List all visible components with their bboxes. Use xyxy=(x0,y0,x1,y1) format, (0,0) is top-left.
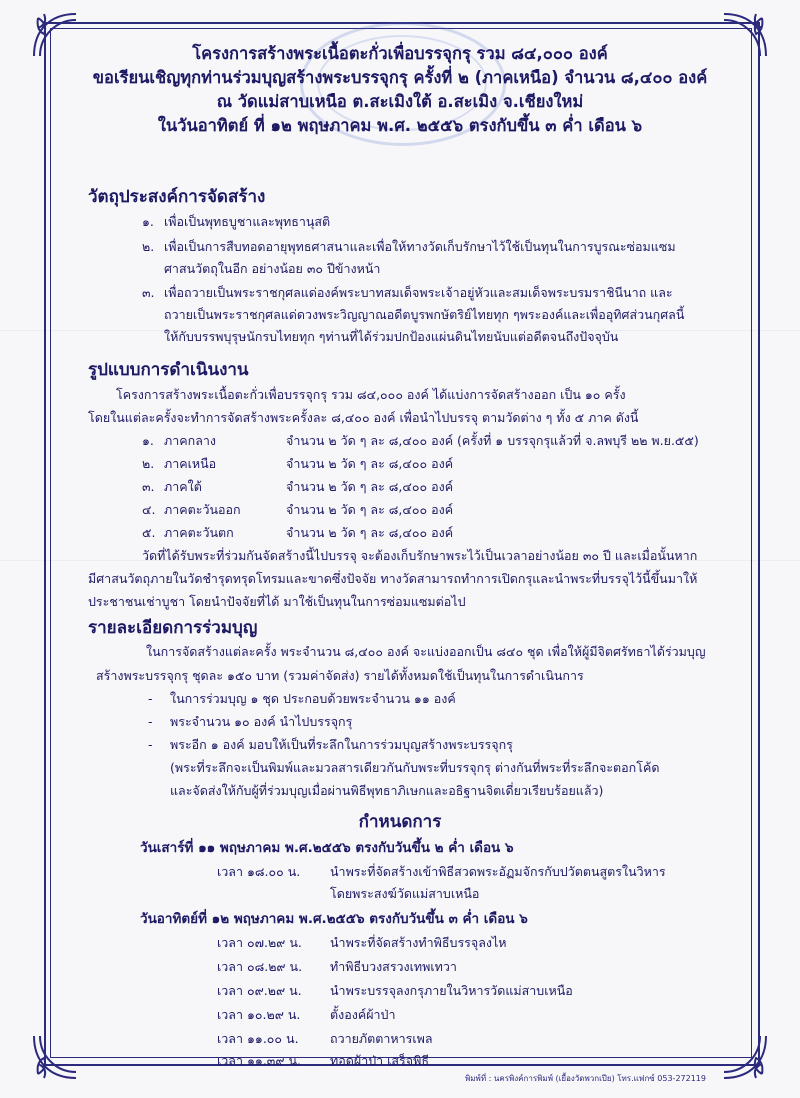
schedule-time: เวลา ๑๘.๐๐ น. xyxy=(217,864,301,879)
objective-item-cont: ให้กับบรรพบุรุษนักรบไทยทุก ๆท่านที่ได้ร่วมปกป้องแผ่นดินไทยนับแต่อดีตจนถึงปัจจุบัน xyxy=(164,329,619,344)
schedule-title: กำหนดการ xyxy=(358,812,442,832)
donation-item: - พระจำนวน ๑๐ องค์ นำไปบรรจุกรุ xyxy=(148,714,353,729)
schedule-desc: ถวายภัตตาหารเพล xyxy=(330,1031,433,1046)
objective-item-cont: ศาสนวัตถุในอีก อย่างน้อย ๓๐ ปีข้างหน้า xyxy=(164,261,381,276)
operation-title: รูปแบบการดำเนินงาน xyxy=(88,360,249,380)
corner-ornament-icon xyxy=(720,1032,770,1082)
operation-paragraph: มีศาสนวัตถุภายในวัดชำรุดทรุดโทรมและขาดซึ่งปัจจัย ทางวัดสามารถทำการเปิดกรุและนำพระที่บรรจุไว้นี้ขึ้นมาให้ xyxy=(88,571,698,586)
header-line-4: ในวันอาทิตย์ ที่ ๑๒ พฤษภาคม พ.ศ. ๒๕๕๖ ตรงกับขึ้น ๓ ค่ำ เดือน ๖ xyxy=(157,116,643,135)
schedule-desc: ทอดผ้าป่า เสร็จพิธี xyxy=(330,1053,429,1068)
donation-intro: สร้างพระบรรจุกรุ ชุดละ ๑๕๐ บาท (รวมค่าจัดส่ง) รายได้ทั้งหมดใช้เป็นทุนในการดำเนินการ xyxy=(96,668,584,683)
schedule-day-1: วันเสาร์ที่ ๑๑ พฤษภาคม พ.ศ.๒๕๕๖ ตรงกับวันขึ้น ๒ ค่ำ เดือน ๖ xyxy=(140,840,514,856)
schedule-desc: ตั้งองค์ผ้าป่า xyxy=(330,1007,396,1022)
schedule-time: เวลา ๑๐.๒๙ น. xyxy=(217,1007,301,1022)
document-header xyxy=(60,42,740,138)
header-line-1: โครงการสร้างพระเนื้อตะกั่วเพื่อบรรจุกรุ รวม ๘๔,๐๐๐ องค์ xyxy=(192,44,608,63)
donation-item: - ในการร่วมบุญ ๑ ชุด ประกอบด้วยพระจำนวน ๑๑ องค์ xyxy=(148,691,456,706)
operation-intro: โครงการสร้างพระเนื้อตะกั่วเพื่อบรรจุกรุ รวม ๘๔,๐๐๐ องค์ ได้แบ่งการจัดสร้างออก เป็น ๑๐ ครั้ง xyxy=(116,387,626,402)
operation-paragraph: ประชาชนเช่าบูชา โดยนำปัจจัยที่ได้ มาใช้เป็นทุนในการซ่อมแซมต่อไป xyxy=(88,594,466,609)
schedule-desc: นำพระที่จัดสร้างทำพิธีบรรจุลงไห xyxy=(330,935,507,950)
donation-item: - พระอีก ๑ องค์ มอบให้เป็นที่ระลึกในการร่วมบุญสร้างพระบรรจุกรุ xyxy=(148,737,513,752)
region-row: ๓. ภาคใต้ จำนวน ๒ วัด ๆ ละ ๘,๔๐๐ องค์ xyxy=(142,479,454,494)
objective-item: ๒. เพื่อเป็นการสืบทอดอายุพุทธศาสนาและเพื่อให้ทางวัดเก็บรักษาไว้ใช้เป็นทุนในการบูรณะซ่อมแซม xyxy=(142,239,676,254)
objectives-title: วัตถุประสงค์การจัดสร้าง xyxy=(88,187,266,207)
header-line-2: ขอเรียนเชิญทุกท่านร่วมบุญสร้างพระบรรจุกรุ ครั้งที่ ๒ (ภาคเหนือ) จำนวน ๘,๔๐๐ องค์ xyxy=(92,68,708,87)
schedule-time: เวลา ๐๗.๒๙ น. xyxy=(217,935,302,950)
donation-title: รายละเอียดการร่วมบุญ xyxy=(88,618,258,638)
region-row: ๔. ภาคตะวันออก จำนวน ๒ วัด ๆ ละ ๘,๔๐๐ องค์ xyxy=(142,502,454,517)
printer-credit: พิมพ์ที่ : นครพิงค์การพิมพ์ (เยื้องวัดพวกเปีย) โทร.แฟกซ์ 053-272119 xyxy=(465,1074,706,1083)
schedule-time: เวลา ๑๑.๓๙ น. xyxy=(217,1053,301,1068)
donation-intro: ในการจัดสร้างแต่ละครั้ง พระจำนวน ๘,๔๐๐ องค์ จะแบ่งออกเป็น ๘๔๐ ชุด เพื่อให้ผู้มีจิตศรัทธาได้ร่วมบุญ xyxy=(146,644,706,659)
corner-ornament-icon xyxy=(30,1032,80,1082)
donation-note: และจัดส่งให้กับผู้ที่ร่วมบุญเมื่อผ่านพิธีพุทธาภิเษกและอธิฐานจิตเดี่ยวเรียบร้อยแล้ว) xyxy=(170,783,604,798)
operation-intro: โดยในแต่ละครั้งจะทำการจัดสร้างพระครั้งละ ๘,๔๐๐ องค์ เพื่อนำไปบรรจุ ตามวัดต่าง ๆ ทั้ง ๕ ภาค ดังนี้ xyxy=(88,410,639,425)
donation-note: (พระที่ระลึกจะเป็นพิมพ์และมวลสารเดียวกันกับพระที่บรรจุกรุ ต่างกันที่พระที่ระลึกจะตอกโค้ด xyxy=(170,760,660,775)
region-row: ๕. ภาคตะวันตก จำนวน ๒ วัด ๆ ละ ๘,๔๐๐ องค์ xyxy=(142,525,454,540)
objective-item: ๓. เพื่อถวายเป็นพระราชกุศลแด่องค์พระบาทสมเด็จพระเจ้าอยู่หัวและสมเด็จพระบรมราชินีนาถ และ xyxy=(142,285,673,300)
schedule-time: เวลา ๑๑.๐๐ น. xyxy=(217,1031,299,1046)
schedule-desc: นำพระที่จัดสร้างเข้าพิธีสวดพระอัฏมจักรกับปวัตตนสูตรในวิหาร xyxy=(330,864,666,879)
operation-paragraph: วัดที่ได้รับพระที่ร่วมกันจัดสร้างนี้ไปบรรจุ จะต้องเก็บรักษาพระไว้เป็นเวลาอย่างน้อย ๓๐ ปี และเมื่อนั้นหาก xyxy=(142,548,698,563)
region-row: ๑. ภาคกลาง จำนวน ๒ วัด ๆ ละ ๘,๔๐๐ องค์ (ครั้งที่ ๑ บรรจุกรุแล้วที่ จ.ลพบุรี ๒๒ พ.ย.๕๕) xyxy=(142,433,699,448)
region-row: ๒. ภาคเหนือ จำนวน ๒ วัด ๆ ละ ๘,๔๐๐ องค์ xyxy=(142,456,454,471)
schedule-time: เวลา ๐๘.๒๙ น. xyxy=(217,959,303,974)
schedule-day-2: วันอาทิตย์ที่ ๑๒ พฤษภาคม พ.ศ.๒๕๕๖ ตรงกับวันขึ้น ๓ ค่ำ เดือน ๖ xyxy=(140,911,528,927)
objective-item: ๑. เพื่อเป็นพุทธบูชาและพุทธานุสติ xyxy=(142,214,331,229)
schedule-desc: ทำพิธีบวงสรวงเทพเทวา xyxy=(330,959,457,974)
schedule-time: เวลา ๐๙.๒๙ น. xyxy=(217,983,302,998)
objective-item-cont: ถวายเป็นพระราชกุศลแด่ดวงพระวิญญาณอดีตบูรพกษัตริย์ไทยทุก ๆพระองค์และเพื่ออุทิศส่วนกุศลนี้ xyxy=(164,307,685,322)
schedule-desc-cont: โดยพระสงฆ์วัดแม่สาบเหนือ xyxy=(330,886,480,901)
header-line-3: ณ วัดแม่สาบเหนือ ต.สะเมิงใต้ อ.สะเมิง จ.เชียงใหม่ xyxy=(216,92,584,111)
schedule-desc: นำพระบรรจุลงกรุภายในวิหารวัดแม่สาบเหนือ xyxy=(330,983,573,998)
